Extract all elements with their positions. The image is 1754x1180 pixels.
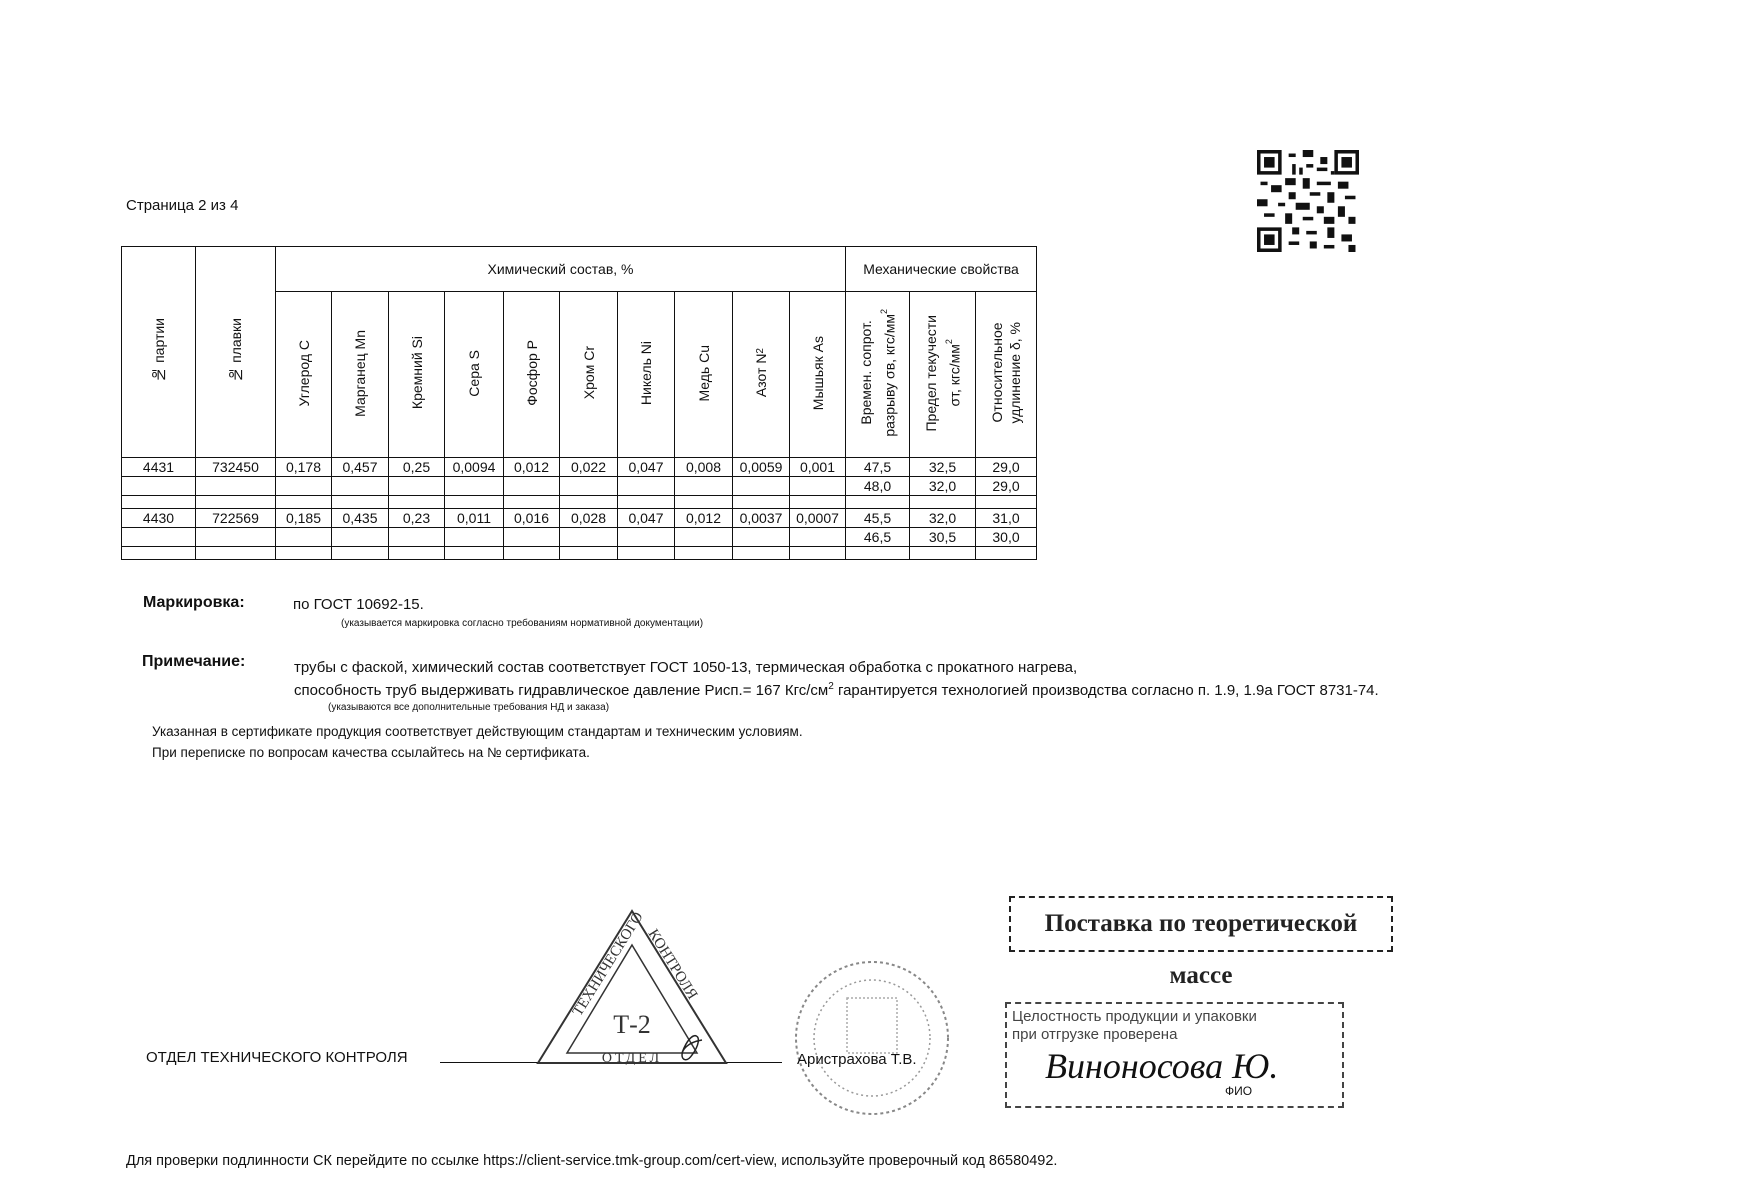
triangle-text-bottom: ОТДЕЛ (601, 1051, 663, 1066)
header-manganese (332, 292, 389, 458)
triangle-text-right: КОНТРОЛЯ (644, 926, 701, 1003)
table-cell (389, 477, 445, 496)
mech-cell: 29,0 (976, 477, 1037, 496)
header-silicon (389, 292, 445, 458)
table-cell (618, 528, 675, 547)
note-line2-sup: 2 (828, 681, 834, 692)
round-seal-stamp (792, 958, 952, 1118)
qc-handwritten-signature: Виноносова Ю. (1045, 1046, 1279, 1086)
header-melt (196, 247, 276, 458)
header-elongation (976, 292, 1037, 458)
table-cell (332, 547, 389, 560)
table-cell (276, 528, 332, 547)
triangle-text-left: ТЕХНИЧЕСКОГО (569, 909, 647, 1020)
table-cell (332, 496, 389, 509)
chem-cell: 0,022 (560, 458, 618, 477)
chem-cell: 0,012 (504, 458, 560, 477)
qc-stamp-line2: при отгрузке проверена (1012, 1026, 1178, 1043)
table-cell (445, 496, 504, 509)
note-hint: (указываются все дополнительные требования НД и заказа) (328, 702, 610, 713)
chem-cell: 0,0059 (733, 458, 790, 477)
table-cell (560, 547, 618, 560)
header-nickel-label: Никель Ni (638, 340, 654, 406)
header-elongation-label (988, 322, 1024, 423)
chem-cell: 0,011 (445, 509, 504, 528)
correspondence-statement: При переписке по вопросам качества ссылайтесь на № сертификата. (152, 745, 590, 760)
note-line1: трубы с фаской, химический состав соответствует ГОСТ 1050-13, термическая обработка с прокатного нагрева, (294, 659, 1078, 676)
mech-cell: 45,5 (846, 509, 910, 528)
chem-cell: 0,178 (276, 458, 332, 477)
table-cell (122, 496, 196, 509)
table-cell (733, 477, 790, 496)
table-cell (733, 496, 790, 509)
table-cell (389, 496, 445, 509)
chem-cell: 0,23 (389, 509, 445, 528)
table-cell (733, 528, 790, 547)
table-cell (276, 477, 332, 496)
table-cell (846, 496, 910, 509)
mech-cell: 48,0 (846, 477, 910, 496)
table-cell (445, 477, 504, 496)
table-cell (389, 528, 445, 547)
chem-cell: 0,012 (675, 509, 733, 528)
batch-cell: 4431 (122, 458, 196, 477)
header-yield (910, 292, 976, 458)
marking-hint: (указывается маркировка согласно требованиям нормативной документации) (341, 618, 704, 629)
table-cell (122, 528, 196, 547)
note-line2 (294, 681, 1379, 699)
header-copper (675, 292, 733, 458)
table-cell (560, 496, 618, 509)
mech-cell: 32,0 (910, 477, 976, 496)
table-cell (790, 477, 846, 496)
table-cell (733, 547, 790, 560)
table-cell (504, 496, 560, 509)
melt-cell: 722569 (196, 509, 276, 528)
table-row (122, 547, 1037, 560)
chem-cell: 0,435 (332, 509, 389, 528)
note-line2-pre: способность труб выдерживать гидравлическое давление Рисп.= 167 Кгс/см (294, 682, 829, 699)
header-tensile (846, 292, 910, 458)
page-indicator: Страница 2 из 4 (126, 197, 239, 214)
header-chromium (560, 292, 618, 458)
header-batch-label: № партии (150, 318, 167, 383)
table-cell (618, 547, 675, 560)
chem-cell: 0,185 (276, 509, 332, 528)
mech-cell: 46,5 (846, 528, 910, 547)
header-nitrogen (733, 292, 790, 458)
table-cell (276, 496, 332, 509)
table-cell (618, 496, 675, 509)
table-cell (445, 547, 504, 560)
header-tensile-label: Времен. сопрот. разрыву σв, кгс/$мм^2$ (857, 309, 898, 437)
chem-cell: 0,001 (790, 458, 846, 477)
mech-cell: 30,0 (976, 528, 1037, 547)
batch-cell: 4430 (122, 509, 196, 528)
header-sulfur-label: Сера S (466, 349, 482, 397)
header-yield-label: Предел текучести σт, кгс/$мм^2$ (922, 314, 963, 432)
verification-footer: Для проверки подлинности СК перейдите по ссылке https://client-service.tmk-group.com/cert-view, используйте проверочный код 86580492. (126, 1153, 1058, 1169)
chem-cell: 0,0037 (733, 509, 790, 528)
table-cell (332, 477, 389, 496)
table-cell (910, 547, 976, 560)
header-batch (122, 247, 196, 458)
header-nitrogen-label: Азот N2 (753, 348, 769, 398)
table-cell (196, 528, 276, 547)
header-tensile-line2: разрыву σв, кгс/мм (881, 314, 898, 437)
header-chemical-group: Химический состав, % (276, 247, 846, 292)
header-phosphorus (504, 292, 560, 458)
table-row (122, 496, 1037, 509)
table-row (122, 458, 1037, 477)
chem-cell: 0,028 (560, 509, 618, 528)
table-cell (976, 547, 1037, 560)
chem-cell: 0,0007 (790, 509, 846, 528)
table-cell (846, 547, 910, 560)
table-cell (976, 496, 1037, 509)
qc-triangle-stamp (532, 905, 732, 1073)
compliance-statement: Указанная в сертификате продукция соответствует действующим стандартам и техническим условиям. (152, 724, 803, 739)
marking-label: Маркировка: (143, 594, 245, 611)
table-cell (618, 477, 675, 496)
table-cell (504, 477, 560, 496)
table-cell (445, 528, 504, 547)
qc-stamp-text (1012, 1008, 1332, 1044)
table-cell (790, 528, 846, 547)
table-cell (122, 547, 196, 560)
qr-code (1250, 150, 1366, 252)
header-carbon-label: Углерод C (295, 339, 312, 407)
header-carbon (276, 292, 332, 458)
table-cell (675, 496, 733, 509)
header-elongation-line1: Относительное (989, 323, 1005, 423)
table-row (122, 477, 1037, 496)
table-cell (196, 496, 276, 509)
header-nickel (618, 292, 675, 458)
note-line2-post: гарантируется технологией производства согласно п. 1.9, 1.9а ГОСТ 8731-74. (833, 682, 1379, 699)
header-arsenic-label: Мышьяк As (809, 335, 826, 411)
header-melt-label: № плавки (227, 318, 244, 383)
table-cell (790, 547, 846, 560)
mech-cell: 29,0 (976, 458, 1037, 477)
qc-fio-label: ФИО (1225, 1084, 1253, 1098)
header-manganese-label: Марганец Mn (352, 329, 368, 417)
header-silicon-label: Кремний Si (408, 336, 425, 410)
table-cell (910, 496, 976, 509)
table-cell (196, 477, 276, 496)
chem-cell: 0,25 (389, 458, 445, 477)
qc-stamp-line1: Целостность продукции и упаковки (1012, 1008, 1257, 1025)
header-sulfur (445, 292, 504, 458)
chem-cell: 0,008 (675, 458, 733, 477)
qc-department-label: ОТДЕЛ ТЕХНИЧЕСКОГО КОНТРОЛЯ (146, 1049, 408, 1066)
table-cell (560, 528, 618, 547)
chem-cell: 0,047 (618, 509, 675, 528)
triangle-text-center: Т-2 (613, 1010, 651, 1039)
header-mechanical-group: Механические свойства (846, 247, 1037, 292)
header-tensile-line1: Времен. сопрот. (857, 320, 874, 426)
header-chromium-label: Хром Cr (580, 346, 597, 400)
chem-cell: 0,457 (332, 458, 389, 477)
chem-cell: 0,016 (504, 509, 560, 528)
delivery-stamp: Поставка по теоретической массе (1009, 896, 1393, 952)
table-cell (675, 528, 733, 547)
inspector-name: Аристрахова Т.В. (797, 1051, 917, 1068)
table-cell (122, 477, 196, 496)
melt-cell: 732450 (196, 458, 276, 477)
mech-cell: 31,0 (976, 509, 1037, 528)
table-cell (389, 547, 445, 560)
header-yield-line1: Предел текучести (922, 314, 939, 432)
header-arsenic (790, 292, 846, 458)
table-body (122, 458, 1037, 560)
table-cell (504, 528, 560, 547)
table-row (122, 528, 1037, 547)
header-yield-line2: σт, кгс/мм (946, 344, 963, 407)
mech-cell: 32,5 (910, 458, 976, 477)
table-row (122, 509, 1037, 528)
table-cell (504, 547, 560, 560)
mech-cell: 32,0 (910, 509, 976, 528)
mech-cell: 47,5 (846, 458, 910, 477)
header-phosphorus-label: Фосфор P (523, 340, 540, 406)
header-elongation-line2: удлинение δ, % (1007, 322, 1023, 424)
note-label: Примечание: (142, 653, 246, 670)
certificate-table (121, 246, 1037, 560)
table-cell (675, 547, 733, 560)
header-nitrogen-text: Азот N (753, 354, 769, 398)
chem-cell: 0,047 (618, 458, 675, 477)
table-cell (276, 547, 332, 560)
table-cell (675, 477, 733, 496)
table-cell (196, 547, 276, 560)
header-copper-label: Медь Cu (695, 344, 712, 402)
table-cell (332, 528, 389, 547)
mech-cell: 30,5 (910, 528, 976, 547)
marking-value: по ГОСТ 10692-15. (293, 596, 424, 613)
table-cell (790, 496, 846, 509)
chem-cell: 0,0094 (445, 458, 504, 477)
table-cell (560, 477, 618, 496)
